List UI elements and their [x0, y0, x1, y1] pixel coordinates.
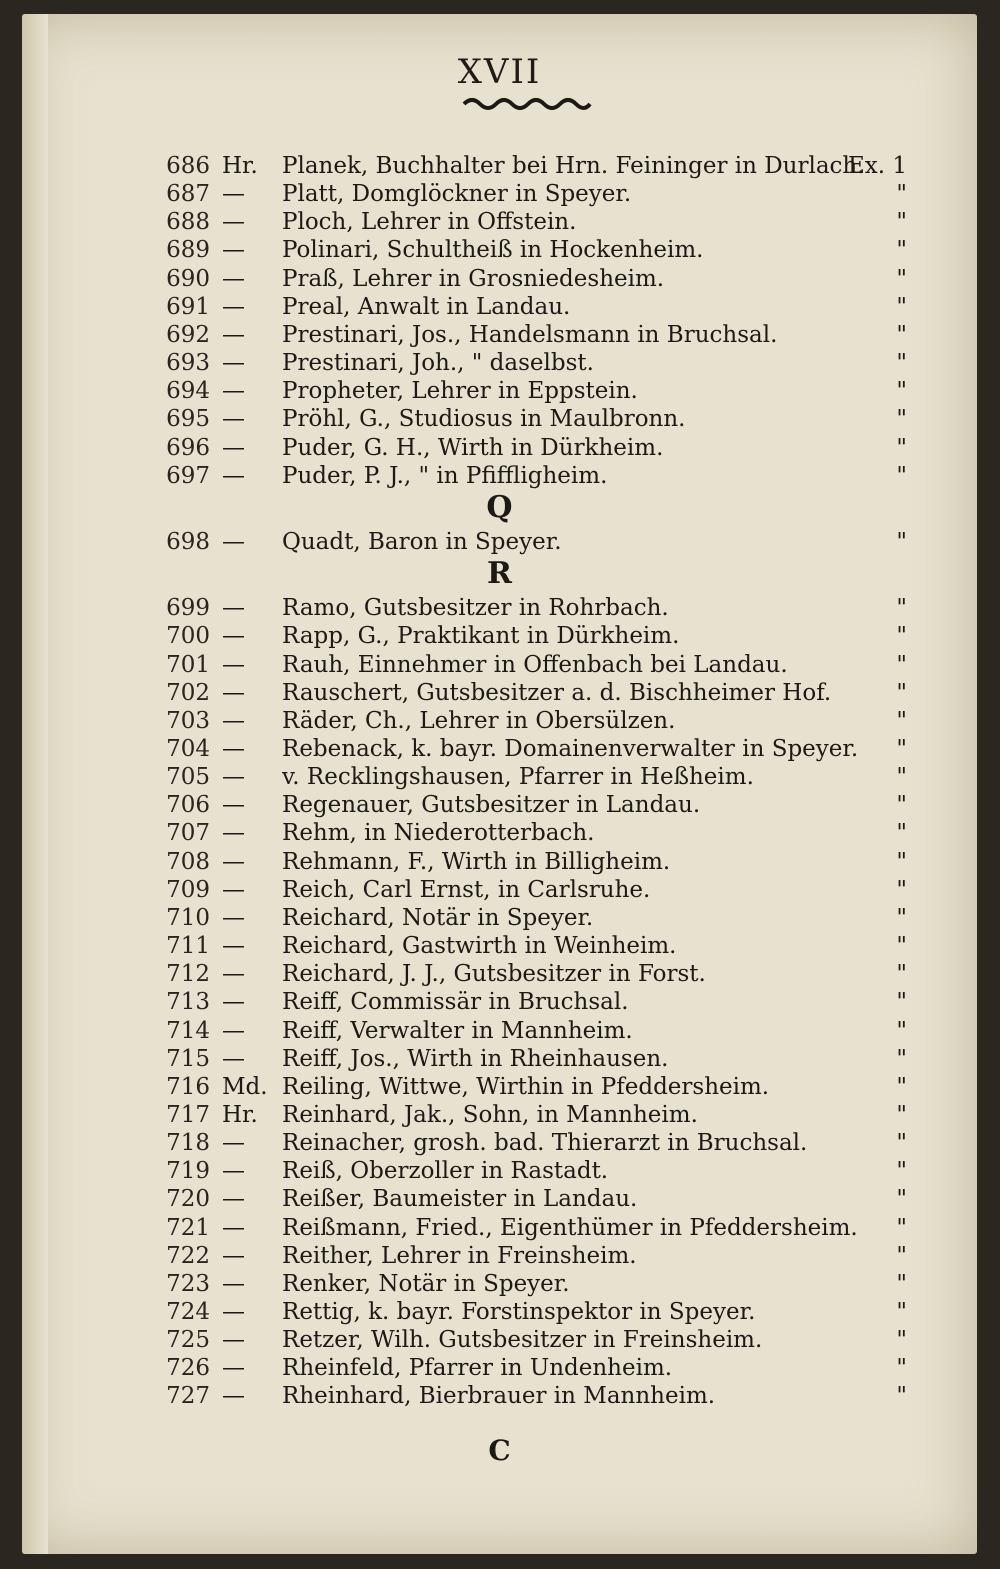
list-item — [22, 377, 977, 405]
entry-name: Reiff, Verwalter in Mannheim. — [282, 1017, 633, 1044]
entry-copies: " — [896, 1214, 907, 1241]
entry-copies: " — [896, 595, 907, 622]
entry-number: 724 — [166, 1299, 210, 1325]
entry-copies: " — [896, 462, 907, 489]
entry-number: 702 — [166, 679, 210, 706]
entry-number: 714 — [166, 1017, 210, 1044]
section-letter-heading — [22, 489, 977, 525]
list-item — [22, 1382, 977, 1410]
list-item — [22, 932, 977, 960]
entry-prefix: — — [222, 1158, 245, 1185]
section-letter: R — [487, 556, 512, 592]
entry-name: Reinacher, grosh. bad. Thierarzt in Bruchsal. — [282, 1130, 808, 1157]
section-letter: Q — [486, 489, 513, 525]
list-item — [22, 1298, 977, 1326]
entry-prefix: — — [222, 406, 245, 433]
entry-number: 691 — [166, 293, 210, 320]
entry-copies: " — [896, 209, 907, 236]
entry-number: 686 — [166, 153, 210, 179]
entry-number: 716 — [166, 1073, 210, 1100]
list-item — [22, 679, 977, 707]
list-item — [22, 594, 977, 622]
entry-copies: " — [896, 1299, 907, 1325]
entry-name: Reich, Carl Ernst, in Carlsruhe. — [282, 876, 651, 903]
entry-prefix: — — [222, 651, 245, 678]
page-number: XVII — [457, 52, 542, 92]
section-letter-heading — [22, 556, 977, 592]
list-item — [22, 651, 977, 679]
entry-name: Polinari, Schultheiß in Hockenheim. — [282, 237, 704, 264]
entry-prefix: — — [222, 679, 245, 706]
list-item — [22, 1101, 977, 1129]
entry-copies: " — [896, 707, 907, 734]
entry-number: 693 — [166, 350, 210, 377]
entry-name: Reiling, Wittwe, Wirthin in Pfeddersheim. — [282, 1073, 770, 1100]
entry-name: Puder, P. J., " in Pfiffligheim. — [282, 462, 608, 489]
entry-copies: " — [896, 933, 907, 960]
entry-number: 705 — [166, 764, 210, 791]
entry-number: 719 — [166, 1158, 210, 1185]
entry-prefix: — — [222, 1017, 245, 1044]
entry-name: Renker, Notär in Speyer. — [282, 1270, 570, 1297]
entry-number: 715 — [166, 1045, 210, 1072]
list-item — [22, 1354, 977, 1382]
entry-number: 726 — [166, 1355, 210, 1382]
entry-number: 699 — [166, 595, 210, 622]
entry-number: 695 — [166, 406, 210, 433]
entry-prefix: — — [222, 237, 245, 264]
entry-prefix: — — [222, 209, 245, 236]
list-item — [22, 819, 977, 847]
entry-number: 727 — [166, 1383, 210, 1410]
entry-copies: " — [896, 265, 907, 292]
list-item — [22, 876, 977, 904]
entry-number: 690 — [166, 265, 210, 292]
list-item — [22, 265, 977, 293]
entry-number: 688 — [166, 209, 210, 236]
entry-prefix: — — [222, 181, 245, 208]
entry-number: 709 — [166, 876, 210, 903]
entry-prefix: — — [222, 707, 245, 734]
entry-prefix: Md. — [222, 1073, 268, 1100]
entry-name: Praß, Lehrer in Grosniedesheim. — [282, 265, 665, 292]
entry-prefix: — — [222, 933, 245, 960]
entry-number: 694 — [166, 378, 210, 405]
list-item — [22, 988, 977, 1016]
entry-prefix: Hr. — [222, 1101, 258, 1128]
entry-copies: " — [896, 820, 907, 847]
list-item — [22, 735, 977, 763]
list-item — [22, 1270, 977, 1298]
entry-prefix: — — [222, 434, 245, 461]
entry-prefix: — — [222, 904, 245, 931]
entry-number: 713 — [166, 989, 210, 1016]
entry-number: 710 — [166, 904, 210, 931]
entry-number: 698 — [166, 528, 210, 555]
entry-name: Rauh, Einnehmer in Offenbach bei Landau. — [282, 651, 788, 678]
entry-number: 696 — [166, 434, 210, 461]
entry-number: 708 — [166, 848, 210, 875]
entry-name: Rapp, G., Praktikant in Dürkheim. — [282, 623, 680, 650]
entry-copies: " — [896, 623, 907, 650]
entry-copies: " — [896, 1383, 907, 1410]
entry-number: 706 — [166, 792, 210, 819]
entry-prefix: — — [222, 1214, 245, 1241]
entry-copies: " — [896, 321, 907, 348]
entry-prefix: — — [222, 350, 245, 377]
entry-copies: " — [896, 1242, 907, 1269]
entry-name: Reither, Lehrer in Freinsheim. — [282, 1242, 637, 1269]
entry-name: Prestinari, Jos., Handelsmann in Bruchsal. — [282, 321, 778, 348]
list-item — [22, 528, 977, 556]
list-item — [22, 349, 977, 377]
entry-number: 689 — [166, 237, 210, 264]
entry-copies: " — [896, 989, 907, 1016]
list-item — [22, 152, 977, 180]
list-item — [22, 904, 977, 932]
entry-copies: " — [896, 293, 907, 320]
entry-number: 723 — [166, 1270, 210, 1297]
entry-name: Rauschert, Gutsbesitzer a. d. Bischheimer Hof. — [282, 679, 832, 706]
entry-number: 704 — [166, 736, 210, 762]
list-item — [22, 1129, 977, 1157]
list-item — [22, 434, 977, 462]
entry-name: Reinhard, Jak., Sohn, in Mannheim. — [282, 1101, 698, 1128]
entry-number: 687 — [166, 181, 210, 208]
entry-name: Quadt, Baron in Speyer. — [282, 528, 562, 555]
entry-prefix: — — [222, 1299, 245, 1325]
entry-number: 720 — [166, 1186, 210, 1213]
entry-copies: " — [896, 1045, 907, 1072]
entry-prefix: — — [222, 876, 245, 903]
entry-name: Rheinfeld, Pfarrer in Undenheim. — [282, 1355, 673, 1382]
list-item — [22, 763, 977, 791]
entry-copies: " — [896, 378, 907, 405]
list-item — [22, 1017, 977, 1045]
list-item — [22, 1073, 977, 1101]
entry-name: Reiff, Jos., Wirth in Rheinhausen. — [282, 1045, 669, 1072]
entry-copies: " — [896, 904, 907, 931]
entry-prefix: — — [222, 623, 245, 650]
entry-prefix: — — [222, 265, 245, 292]
entry-prefix: — — [222, 989, 245, 1016]
entry-copies: " — [896, 1101, 907, 1128]
entry-copies: " — [896, 764, 907, 791]
entry-name: Pröhl, G., Studiosus in Maulbronn. — [282, 406, 686, 433]
list-item — [22, 321, 977, 349]
entry-name: Ploch, Lehrer in Offstein. — [282, 209, 577, 236]
entry-copies: " — [896, 848, 907, 875]
entry-number: 707 — [166, 820, 210, 847]
entry-copies: " — [896, 1073, 907, 1100]
list-item — [22, 622, 977, 650]
entry-prefix: — — [222, 1186, 245, 1213]
entry-copies: " — [896, 181, 907, 208]
list-item — [22, 405, 977, 433]
entry-name: Rehm, in Niederotterbach. — [282, 820, 595, 847]
entry-copies: " — [896, 528, 907, 555]
entry-prefix: — — [222, 378, 245, 405]
entry-name: Räder, Ch., Lehrer in Obersülzen. — [282, 707, 676, 734]
entry-copies: " — [896, 1327, 907, 1354]
entry-name: Puder, G. H., Wirth in Dürkheim. — [282, 434, 664, 461]
entry-copies: " — [896, 876, 907, 903]
entry-number: 712 — [166, 961, 210, 988]
entry-prefix: — — [222, 764, 245, 791]
list-item — [22, 1185, 977, 1213]
list-item — [22, 462, 977, 490]
entry-number: 697 — [166, 462, 210, 489]
book-page — [22, 14, 977, 1554]
subscriber-list — [22, 14, 977, 1554]
list-item — [22, 1326, 977, 1354]
list-item — [22, 791, 977, 819]
entry-prefix: — — [222, 848, 245, 875]
entry-copies: " — [896, 651, 907, 678]
entry-name: Reichard, Notär in Speyer. — [282, 904, 594, 931]
entry-prefix: — — [222, 820, 245, 847]
entry-copies: " — [896, 1355, 907, 1382]
entry-name: Preal, Anwalt in Landau. — [282, 293, 571, 320]
entry-number: 722 — [166, 1242, 210, 1269]
entry-name: Prestinari, Joh., " daselbst. — [282, 350, 594, 377]
entry-prefix: — — [222, 1355, 245, 1382]
entry-copies: " — [896, 350, 907, 377]
entry-copies: " — [896, 237, 907, 264]
entry-name: Reißmann, Fried., Eigenthümer in Pfeddersheim. — [282, 1214, 858, 1241]
entry-copies: " — [896, 1186, 907, 1213]
entry-name: Reichard, J. J., Gutsbesitzer in Forst. — [282, 961, 706, 988]
entry-prefix: — — [222, 961, 245, 988]
entry-number: 700 — [166, 623, 210, 650]
entry-copies: " — [896, 1017, 907, 1044]
entry-name: Rettig, k. bayr. Forstinspektor in Speyer. — [282, 1299, 756, 1325]
list-item — [22, 1045, 977, 1073]
entry-name: Reiß, Oberzoller in Rastadt. — [282, 1158, 609, 1185]
entry-prefix: — — [222, 1242, 245, 1269]
entry-prefix: — — [222, 1130, 245, 1157]
entry-prefix: — — [222, 321, 245, 348]
list-item — [22, 848, 977, 876]
entry-prefix: — — [222, 1327, 245, 1354]
entry-name: Reiff, Commissär in Bruchsal. — [282, 989, 629, 1016]
entry-name: Rehmann, F., Wirth in Billigheim. — [282, 848, 671, 875]
entry-copies: " — [896, 679, 907, 706]
entry-name: Platt, Domglöckner in Speyer. — [282, 181, 632, 208]
list-item — [22, 208, 977, 236]
entry-name: Retzer, Wilh. Gutsbesitzer in Freinsheim. — [282, 1327, 763, 1354]
entry-name: Reichard, Gastwirth in Weinheim. — [282, 933, 677, 960]
entry-name: Reißer, Baumeister in Landau. — [282, 1186, 638, 1213]
entry-number: 711 — [166, 933, 210, 960]
entry-prefix: — — [222, 293, 245, 320]
list-item — [22, 1242, 977, 1270]
entry-prefix: — — [222, 1383, 245, 1410]
entry-name: v. Recklingshausen, Pfarrer in Heßheim. — [282, 764, 754, 791]
entry-number: 718 — [166, 1130, 210, 1157]
entry-copies: " — [896, 406, 907, 433]
entry-number: 692 — [166, 321, 210, 348]
entry-prefix: Hr. — [222, 153, 258, 179]
entry-number: 701 — [166, 651, 210, 678]
entry-name: Propheter, Lehrer in Eppstein. — [282, 378, 638, 405]
entry-copies: Ex. 1 — [847, 153, 907, 179]
entry-number: 717 — [166, 1101, 210, 1128]
entry-name: Planek, Buchhalter bei Hrn. Feininger in Durlach. — [282, 153, 865, 179]
entry-copies: " — [896, 792, 907, 819]
list-item — [22, 960, 977, 988]
entry-number: 703 — [166, 707, 210, 734]
entry-copies: " — [896, 961, 907, 988]
entry-prefix: — — [222, 1045, 245, 1072]
list-item — [22, 180, 977, 208]
entry-prefix: — — [222, 462, 245, 489]
entry-prefix: — — [222, 792, 245, 819]
list-item — [22, 293, 977, 321]
entry-copies: " — [896, 736, 907, 762]
list-item — [22, 707, 977, 735]
entry-name: Ramo, Gutsbesitzer in Rohrbach. — [282, 595, 669, 622]
entry-prefix: — — [222, 595, 245, 622]
list-item — [22, 236, 977, 264]
entry-copies: " — [896, 434, 907, 461]
entry-number: 725 — [166, 1327, 210, 1354]
list-item — [22, 1157, 977, 1185]
entry-copies: " — [896, 1270, 907, 1297]
entry-prefix: — — [222, 528, 245, 555]
entry-name: Rebenack, k. bayr. Domainenverwalter in Speyer. — [282, 736, 859, 762]
entry-prefix: — — [222, 1270, 245, 1297]
entry-prefix: — — [222, 736, 245, 762]
entry-copies: " — [896, 1158, 907, 1185]
entry-name: Regenauer, Gutsbesitzer in Landau. — [282, 792, 701, 819]
list-item — [22, 1214, 977, 1242]
signature-mark: C — [488, 1434, 511, 1467]
entry-number: 721 — [166, 1214, 210, 1241]
entry-copies: " — [896, 1130, 907, 1157]
entry-name: Rheinhard, Bierbrauer in Mannheim. — [282, 1383, 716, 1410]
